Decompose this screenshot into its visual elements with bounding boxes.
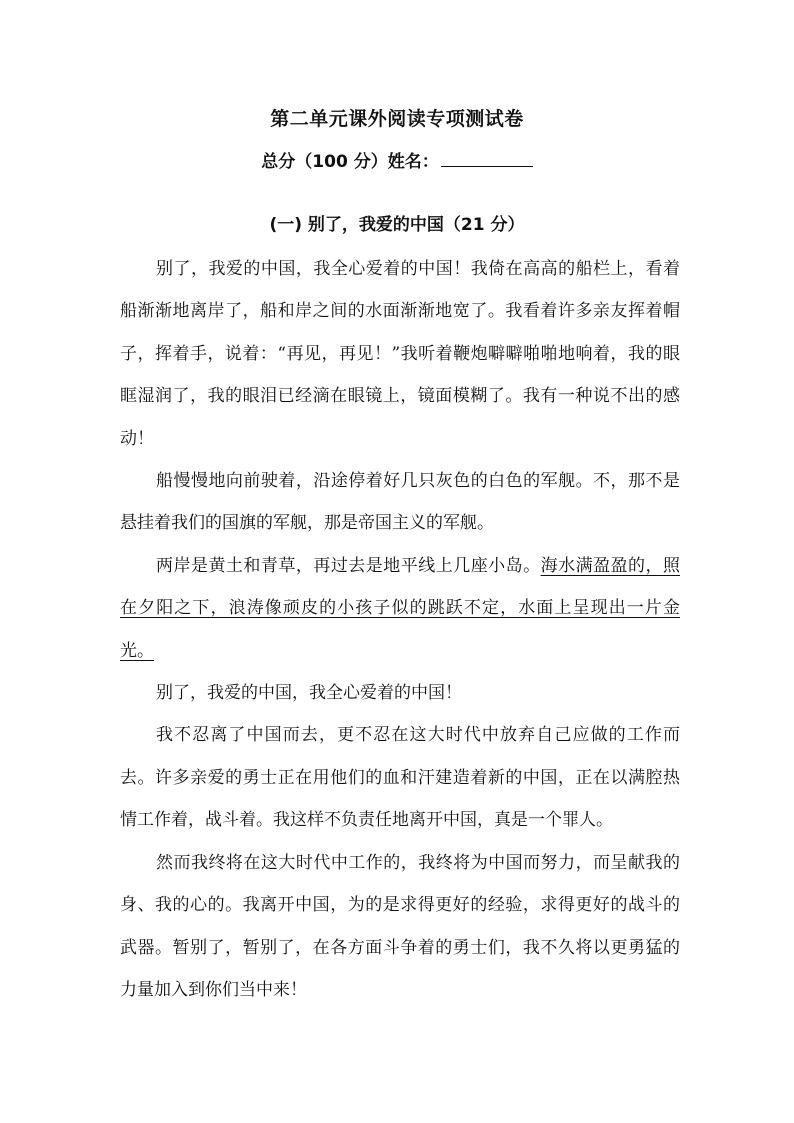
section-title: (一) 别了，我爱的中国（21 分） (269, 215, 525, 235)
paragraph-6: 然而我终将在这大时代中工作的，我终将为中国而努力，而呈献我的身、我的心的。我离开中国，为的是求得更好的经验，求得更好的战斗的武器。暂别了，暂别了，在各方面斗争着的勇士们，我不久将以更勇猛的力量加入到你们当中来！ (120, 852, 680, 1000)
paragraph-5: 我不忍离了中国而去，更不忍在这大时代中放弃自己应做的工作而去。许多亲爱的勇士正在用他们的血和汗建造着新的中国，正在以满腔热情工作着，战斗着。我这样不负责任地离开中国，真是一个罪人。 (120, 725, 680, 831)
paragraph-1: 别了，我爱的中国，我全心爱着的中国！我倚在高高的船栏上，看着船渐渐地离岸了，船和岸之间的水面渐渐地宽了。我看着许多亲友挥着帽子，挥着手，说着：“再见，再见！”我听着鞭炮噼噼啪啪地响着，我的眼眶湿润了，我的眼泪已经滴在眼镜上，镜面模糊了。我有一种说不出的感动！ (120, 259, 680, 449)
underlined-sentence: 海水满盈盈的，照在夕阳之下，浪涛像顽皮的小孩子似的跳跃不定，水面上呈现出一片金光。 (120, 555, 681, 661)
page-title: 第二单元课外阅读专项测试卷 (270, 108, 524, 130)
paragraph-4: 别了，我爱的中国，我全心爱着的中国！ (156, 683, 462, 704)
paragraph-3-text: 两岸是黄土和青草，再过去是地平线上几座小岛。 (156, 555, 541, 576)
paragraph-3 (120, 545, 680, 672)
score-label: 总分（100 分）姓名： (261, 152, 439, 172)
score-name-line (0, 147, 794, 172)
name-blank[interactable] (441, 150, 533, 167)
passage-body (120, 248, 680, 1011)
paragraph-2: 船慢慢地向前驶着，沿途停着好几只灰色的白色的军舰。不，那不是悬挂着我们的国旗的军舰，那是帝国主义的军舰。 (120, 471, 680, 534)
